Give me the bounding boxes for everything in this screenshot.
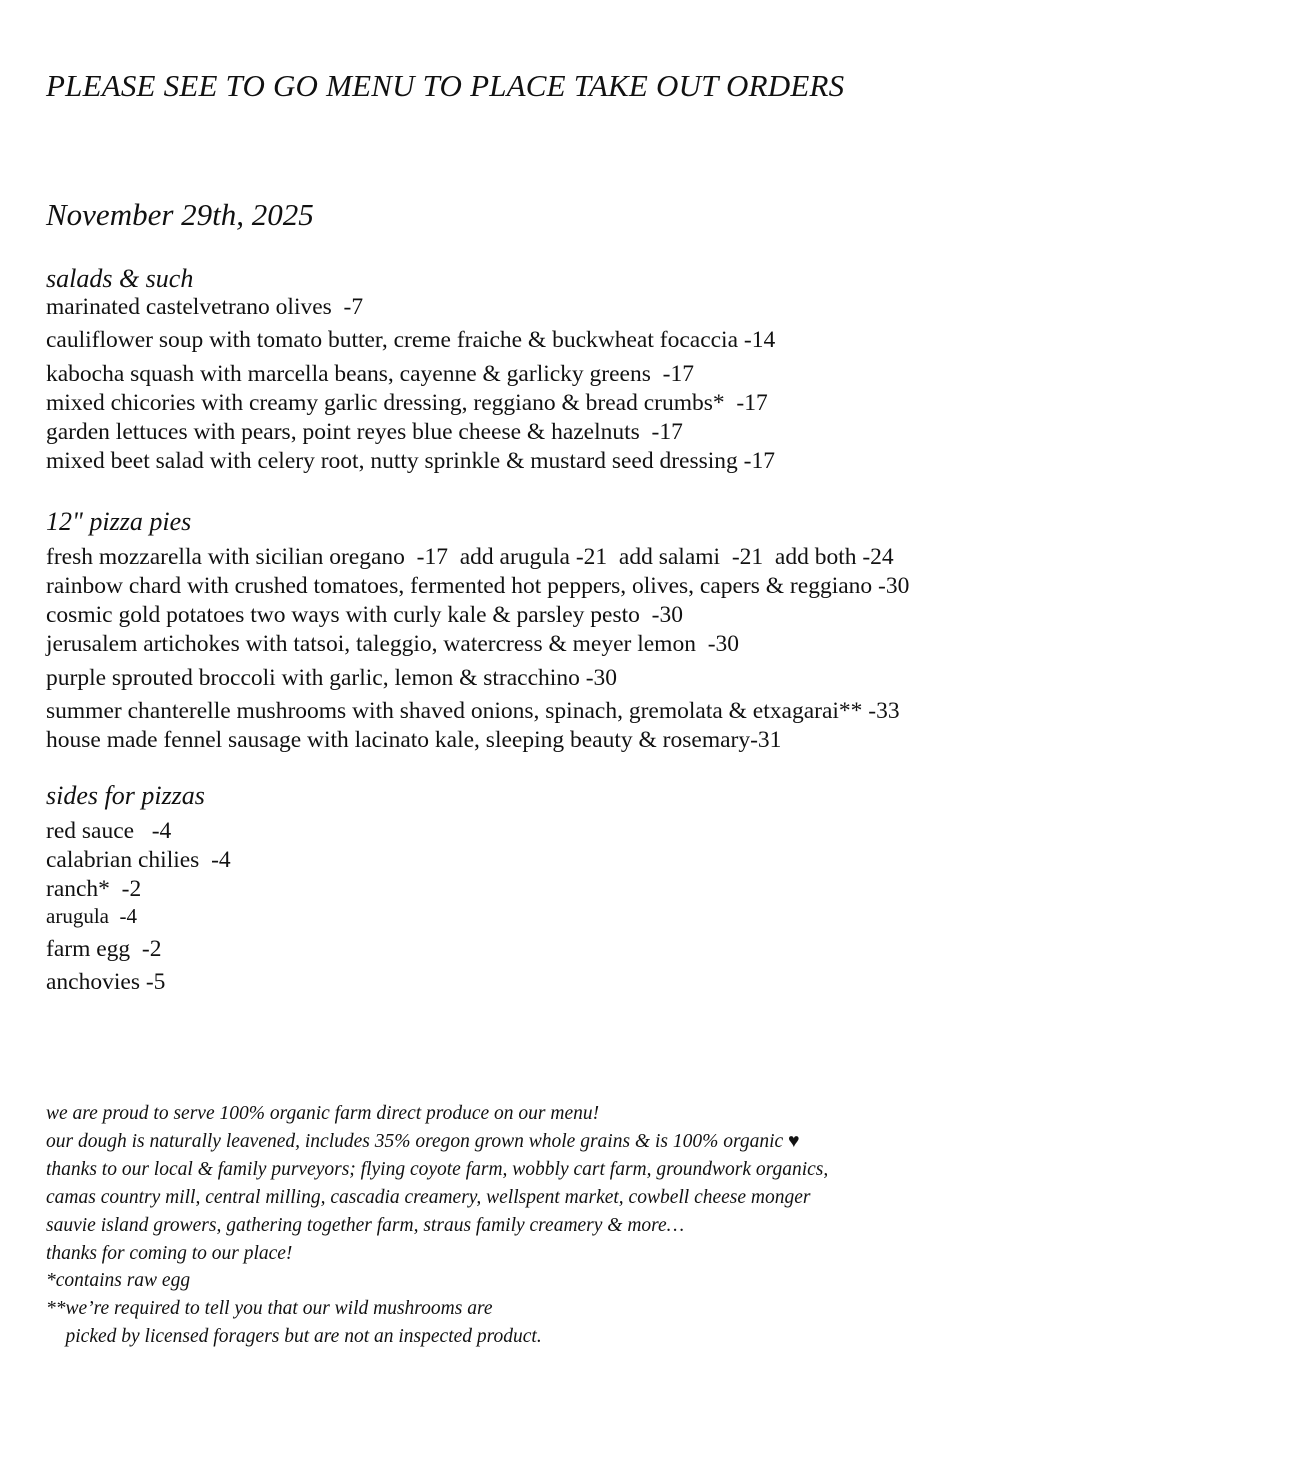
menu-item: anchovies -5 <box>46 969 166 995</box>
menu-item: red sauce -4 <box>46 818 172 844</box>
menu-item: marinated castelvetrano olives -7 <box>46 294 364 320</box>
footer-note: **we’re required to tell you that our wild mushrooms are <box>46 1298 493 1319</box>
menu-item: house made fennel sausage with lacinato kale, sleeping beauty & rosemary-31 <box>46 727 782 753</box>
menu-item: garden lettuces with pears, point reyes blue cheese & hazelnuts -17 <box>46 419 683 445</box>
menu-item: arugula -4 <box>46 904 137 928</box>
footer-note: picked by licensed foragers but are not an inspected product. <box>46 1326 542 1347</box>
menu-date: November 29th, 2025 <box>46 197 314 232</box>
menu-item: jerusalem artichokes with tatsoi, taleggio, watercress & meyer lemon -30 <box>46 631 740 657</box>
footer-note: our dough is naturally leavened, includes 35% oregon grown whole grains & is 100% organic ♥ <box>46 1131 800 1152</box>
footer-note: sauvie island growers, gathering together farm, straus family creamery & more… <box>46 1215 685 1236</box>
menu-item: mixed chicories with creamy garlic dressing, reggiano & bread crumbs* -17 <box>46 390 768 416</box>
footer-note: thanks for coming to our place! <box>46 1243 293 1264</box>
menu-item: farm egg -2 <box>46 936 162 962</box>
section-title-salads: salads & such <box>46 264 194 293</box>
footer-note: camas country mill, central milling, cascadia creamery, wellspent market, cowbell cheese monger <box>46 1187 811 1208</box>
menu-item: ranch* -2 <box>46 876 142 902</box>
section-title-pizzas: 12" pizza pies <box>46 507 192 536</box>
menu-item: rainbow chard with crushed tomatoes, fermented hot peppers, olives, capers & reggiano -30 <box>46 573 910 599</box>
menu-item: calabrian chilies -4 <box>46 847 231 873</box>
menu-item: summer chanterelle mushrooms with shaved onions, spinach, gremolata & etxagarai** -33 <box>46 698 900 724</box>
menu-item: mixed beet salad with celery root, nutty sprinkle & mustard seed dressing -17 <box>46 448 775 474</box>
footer-note: thanks to our local & family purveyors; flying coyote farm, wobbly cart farm, groundwork organics, <box>46 1159 829 1180</box>
footer-note: *contains raw egg <box>46 1270 191 1291</box>
menu-item: fresh mozzarella with sicilian oregano -17 add arugula -21 add salami -21 add both -24 <box>46 544 894 570</box>
menu-item: cauliflower soup with tomato butter, creme fraiche & buckwheat focaccia -14 <box>46 327 776 353</box>
menu-item: purple sprouted broccoli with garlic, lemon & stracchino -30 <box>46 665 618 691</box>
footer-note: we are proud to serve 100% organic farm direct produce on our menu! <box>46 1103 600 1124</box>
takeout-notice: PLEASE SEE TO GO MENU TO PLACE TAKE OUT ORDERS <box>46 68 845 103</box>
section-title-sides: sides for pizzas <box>46 781 205 810</box>
menu-item: cosmic gold potatoes two ways with curly kale & parsley pesto -30 <box>46 602 683 628</box>
menu-item: kabocha squash with marcella beans, cayenne & garlicky greens -17 <box>46 361 694 387</box>
